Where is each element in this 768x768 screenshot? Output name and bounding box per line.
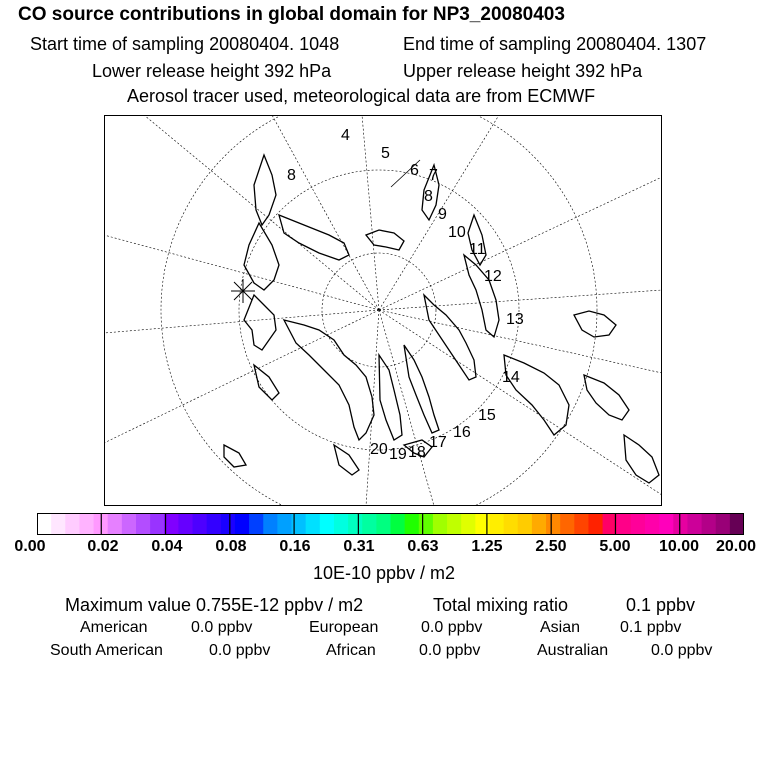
colorbar-swatch [122,513,137,535]
total-mixing-label: Total mixing ratio [433,595,569,615]
polar-map [104,115,662,506]
total-mixing-value: 0.1 ppbv [626,595,696,615]
colorbar-swatch [702,513,717,535]
colorbar-swatch [320,513,335,535]
tracer-info-label: Aerosol tracer used, meteorological data are from ECMWF [127,86,596,106]
colorbar-swatch [235,513,250,535]
region-value: 0.0 ppbv [419,642,481,659]
colorbar-swatch [546,513,561,535]
traj-label: 19 [389,446,407,463]
colorbar-swatch [362,513,377,535]
colorbar-swatch [461,513,476,535]
colorbar [37,513,744,535]
traj-label: 4 [341,127,350,144]
region-name: Australian [537,642,609,659]
traj-label: 14 [502,369,520,386]
traj-label: 12 [484,268,502,285]
region-name: South American [50,642,163,659]
start-time-label: Start time of sampling 20080404. 1048 [30,34,340,54]
region-name: American [80,619,148,636]
region-value: 0.1 ppbv [620,619,682,636]
page-title: CO source contributions in global domain for NP3_20080403 [18,4,565,25]
colorbar-swatch [136,513,151,535]
colorbar-tick-label: 0.16 [279,538,311,555]
colorbar-swatch [447,513,462,535]
colorbar-swatch [249,513,264,535]
colorbar-swatch [277,513,292,535]
colorbar-tick-label: 0.08 [215,538,247,555]
colorbar-swatch [433,513,448,535]
colorbar-swatch [419,513,434,535]
colorbar-tick-label: 10.00 [658,538,700,555]
upper-release-label: Upper release height 392 hPa [403,61,643,81]
traj-label: 8 [287,167,296,184]
traj-label: 11 [469,241,486,258]
region-value: 0.0 ppbv [209,642,271,659]
colorbar-swatch [475,513,490,535]
colorbar-tick-label: 20.00 [715,538,757,555]
traj-label: 17 [429,434,447,451]
colorbar-swatch [221,513,236,535]
colorbar-swatch [574,513,589,535]
colorbar-swatch [65,513,80,535]
colorbar-swatch [51,513,66,535]
colorbar-swatch [164,513,179,535]
colorbar-swatch [673,513,688,535]
colorbar-swatch [489,513,504,535]
traj-label: 8 [424,188,433,205]
colorbar-swatch [504,513,519,535]
lower-release-label: Lower release height 392 hPa [92,61,332,81]
colorbar-swatch [306,513,321,535]
colorbar-swatch [730,513,744,535]
colorbar-swatch [334,513,349,535]
colorbar-swatch [518,513,533,535]
colorbar-swatch [645,513,660,535]
region-value: 0.0 ppbv [651,642,713,659]
colorbar-swatch [617,513,632,535]
traj-label: 10 [448,224,466,241]
region-name: African [326,642,376,659]
region-value: 0.0 ppbv [191,619,253,636]
colorbar-swatch [207,513,222,535]
colorbar-swatch [588,513,603,535]
traj-label: 7 [429,167,438,184]
colorbar-tick-label: 0.31 [343,538,375,555]
traj-label: 15 [478,407,496,424]
colorbar-swatch [376,513,391,535]
colorbar-swatch [560,513,575,535]
colorbar-tick-label: 0.63 [407,538,439,555]
colorbar-swatch [263,513,278,535]
colorbar-swatch [178,513,193,535]
colorbar-swatch [405,513,420,535]
colorbar-tick-label: 0.00 [14,538,46,555]
colorbar-swatch [631,513,646,535]
colorbar-tick-label: 1.25 [471,538,503,555]
colorbar-unit-label: 10E-10 ppbv / m2 [312,563,456,583]
colorbar-swatch [79,513,94,535]
colorbar-tick-label: 0.02 [87,538,119,555]
colorbar-swatch [348,513,363,535]
colorbar-swatch [108,513,123,535]
end-time-label: End time of sampling 20080404. 1307 [403,34,707,54]
region-name: European [309,619,379,636]
colorbar-swatch [716,513,731,535]
traj-label: 16 [453,424,471,441]
colorbar-tick-label: 2.50 [535,538,567,555]
colorbar-swatch [391,513,406,535]
colorbar-swatch [659,513,674,535]
traj-label: 9 [438,206,447,223]
traj-label: 13 [506,311,524,328]
colorbar-tick-label: 5.00 [599,538,631,555]
release-marker [231,279,255,303]
region-name: Asian [540,619,581,636]
colorbar-swatch [193,513,208,535]
traj-label: 6 [410,162,419,179]
colorbar-swatch [687,513,702,535]
region-value: 0.0 ppbv [421,619,483,636]
max-value-label: Maximum value 0.755E-12 ppbv / m2 [65,595,364,615]
traj-label: 20 [370,441,388,458]
colorbar-swatch [37,513,52,535]
colorbar-tick-label: 0.04 [151,538,183,555]
colorbar-swatch [150,513,165,535]
traj-label: 18 [408,444,426,461]
colorbar-swatch [532,513,547,535]
traj-label: 5 [381,145,390,162]
